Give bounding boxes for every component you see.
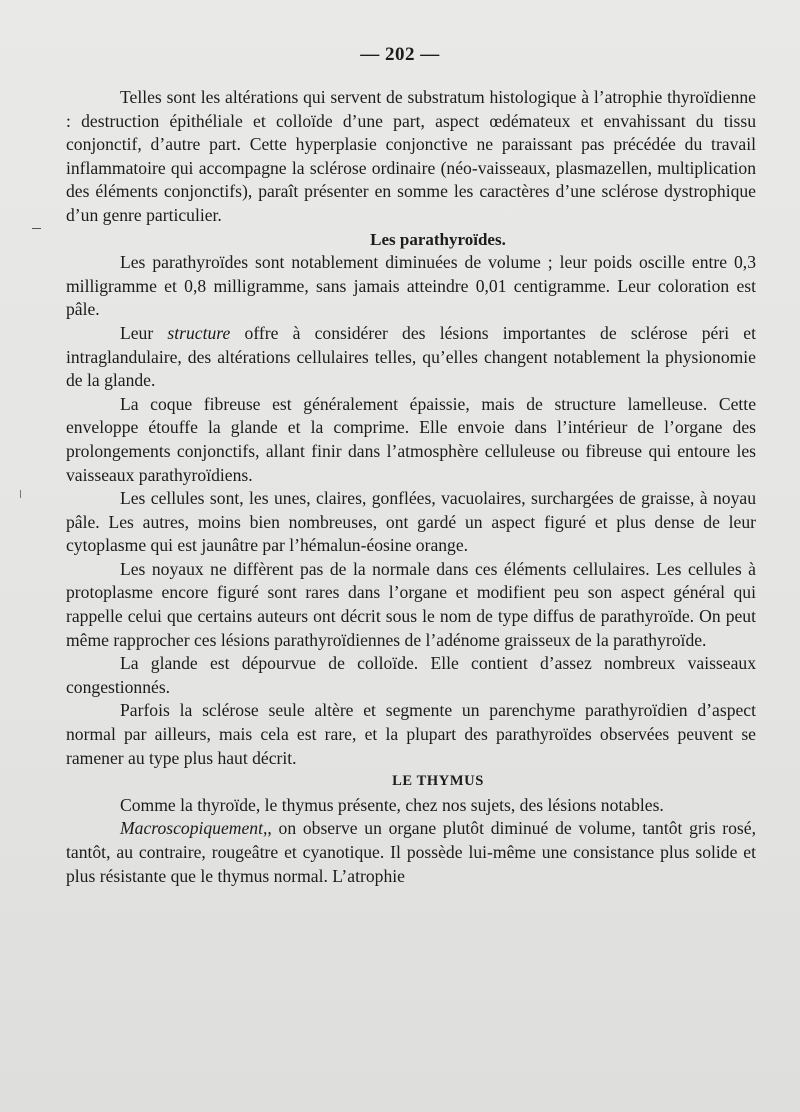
paragraph-sclerosis: Parfois la sclérose seule altère et segmente un parenchyme parathyroïdien d’aspect normal par ailleurs, mais cela est rare, et la plupart des parathyroïdes observées peuvent se ramener au type plus haut décrit.: [66, 700, 756, 768]
page-number: — 202 —: [360, 44, 440, 65]
section-heading-parathyroides: Les parathyroïdes.: [370, 229, 506, 249]
paragraph-cells: Les cellules sont, les unes, claires, gonflées, vacuolaires, surchargées de graisse, à noyau pâle. Les autres, moins bien nombreuses, ont gardé un aspect figuré et plus dense de leur cytoplasme qui est jaunâtre par l’hémalun-éosine orange.: [66, 488, 756, 556]
body-text: [66, 86, 756, 888]
structure-text: offre à considérer des lésions importantes de sclérose péri et intraglandulaire, des altérations cellulaires telles, qu’elles changent notablement la physionomie de la glande.: [66, 322, 756, 391]
paragraph-fibrous-shell: La coque fibreuse est généralement épaissie, mais de structure lamelleuse. Cette enveloppe étouffe la glande et la comprime. Elle envoie dans l’intérieur de l’organe des prolongements conjonctifs, allant finir dans l’atmosphère celluleuse ou fibreuse qui entoure les vaisseaux parathyroïdiens.: [66, 393, 756, 485]
margin-mark: [32, 228, 41, 229]
paragraph-parathyroid-weight: Les parathyroïdes sont notablement diminuées de volume ; leur poids oscille entre 0,3 milligramme et 0,8 milligramme, sans jamais atteindre 0,01 centigramme. Leur coloration est pâle.: [66, 252, 756, 320]
section-heading-thymus: LE THYMUS: [392, 773, 484, 790]
paragraph-parathyroid-structure: [66, 322, 756, 393]
paragraph-thyroid-conclusion: Telles sont les altérations qui servent de substratum histologique à l’atrophie thyroïdienne : destruction épithéliale et colloïde d’une part, aspect œdémateux et envahissant du tissu conjonctif, d’autre part. Cette hyperplasie conjonctive ne paraissant pas précédée du travail inflammatoire qui accompagne la sclérose ordinaire (néo-vaisseaux, plasmazellen, multiplication des éléments conjonctifs), paraît présenter en somme les caractères d’une sclérose dystrophique d’un genre particulier.: [66, 87, 756, 225]
structure-term: structure: [167, 322, 231, 343]
paragraph-thymus-macroscopic: [66, 817, 756, 888]
structure-prefix: Leur: [120, 322, 168, 343]
macroscopic-text: , on observe un organe plutôt diminué de volume, tantôt gris rosé, tantôt, au contraire, rougeâtre et cyanotique. Il possède lui-même une consistance plus solide et plus résistante que le thymus normal. L’atrophie: [66, 818, 756, 886]
margin-mark: [20, 490, 21, 498]
macroscopic-term: Macroscopiquement,: [120, 818, 268, 839]
paragraph-colloid: La glande est dépourvue de colloïde. Elle contient d’assez nombreux vaisseaux congestionnés.: [66, 653, 756, 697]
paragraph-thymus-intro: Comme la thyroïde, le thymus présente, chez nos sujets, des lésions notables.: [120, 794, 664, 815]
paragraph-nuclei: Les noyaux ne diffèrent pas de la normale dans ces éléments cellulaires. Les cellules à protoplasme encore figuré sont rares dans l’organe et modifient peu son aspect général qui rappelle celui que certains auteurs ont décrit sous le nom de type diffus de parathyroïde. On peut même rapprocher ces lésions parathyroïdiennes de l’adénome graisseux de la parathyroïde.: [66, 558, 756, 650]
